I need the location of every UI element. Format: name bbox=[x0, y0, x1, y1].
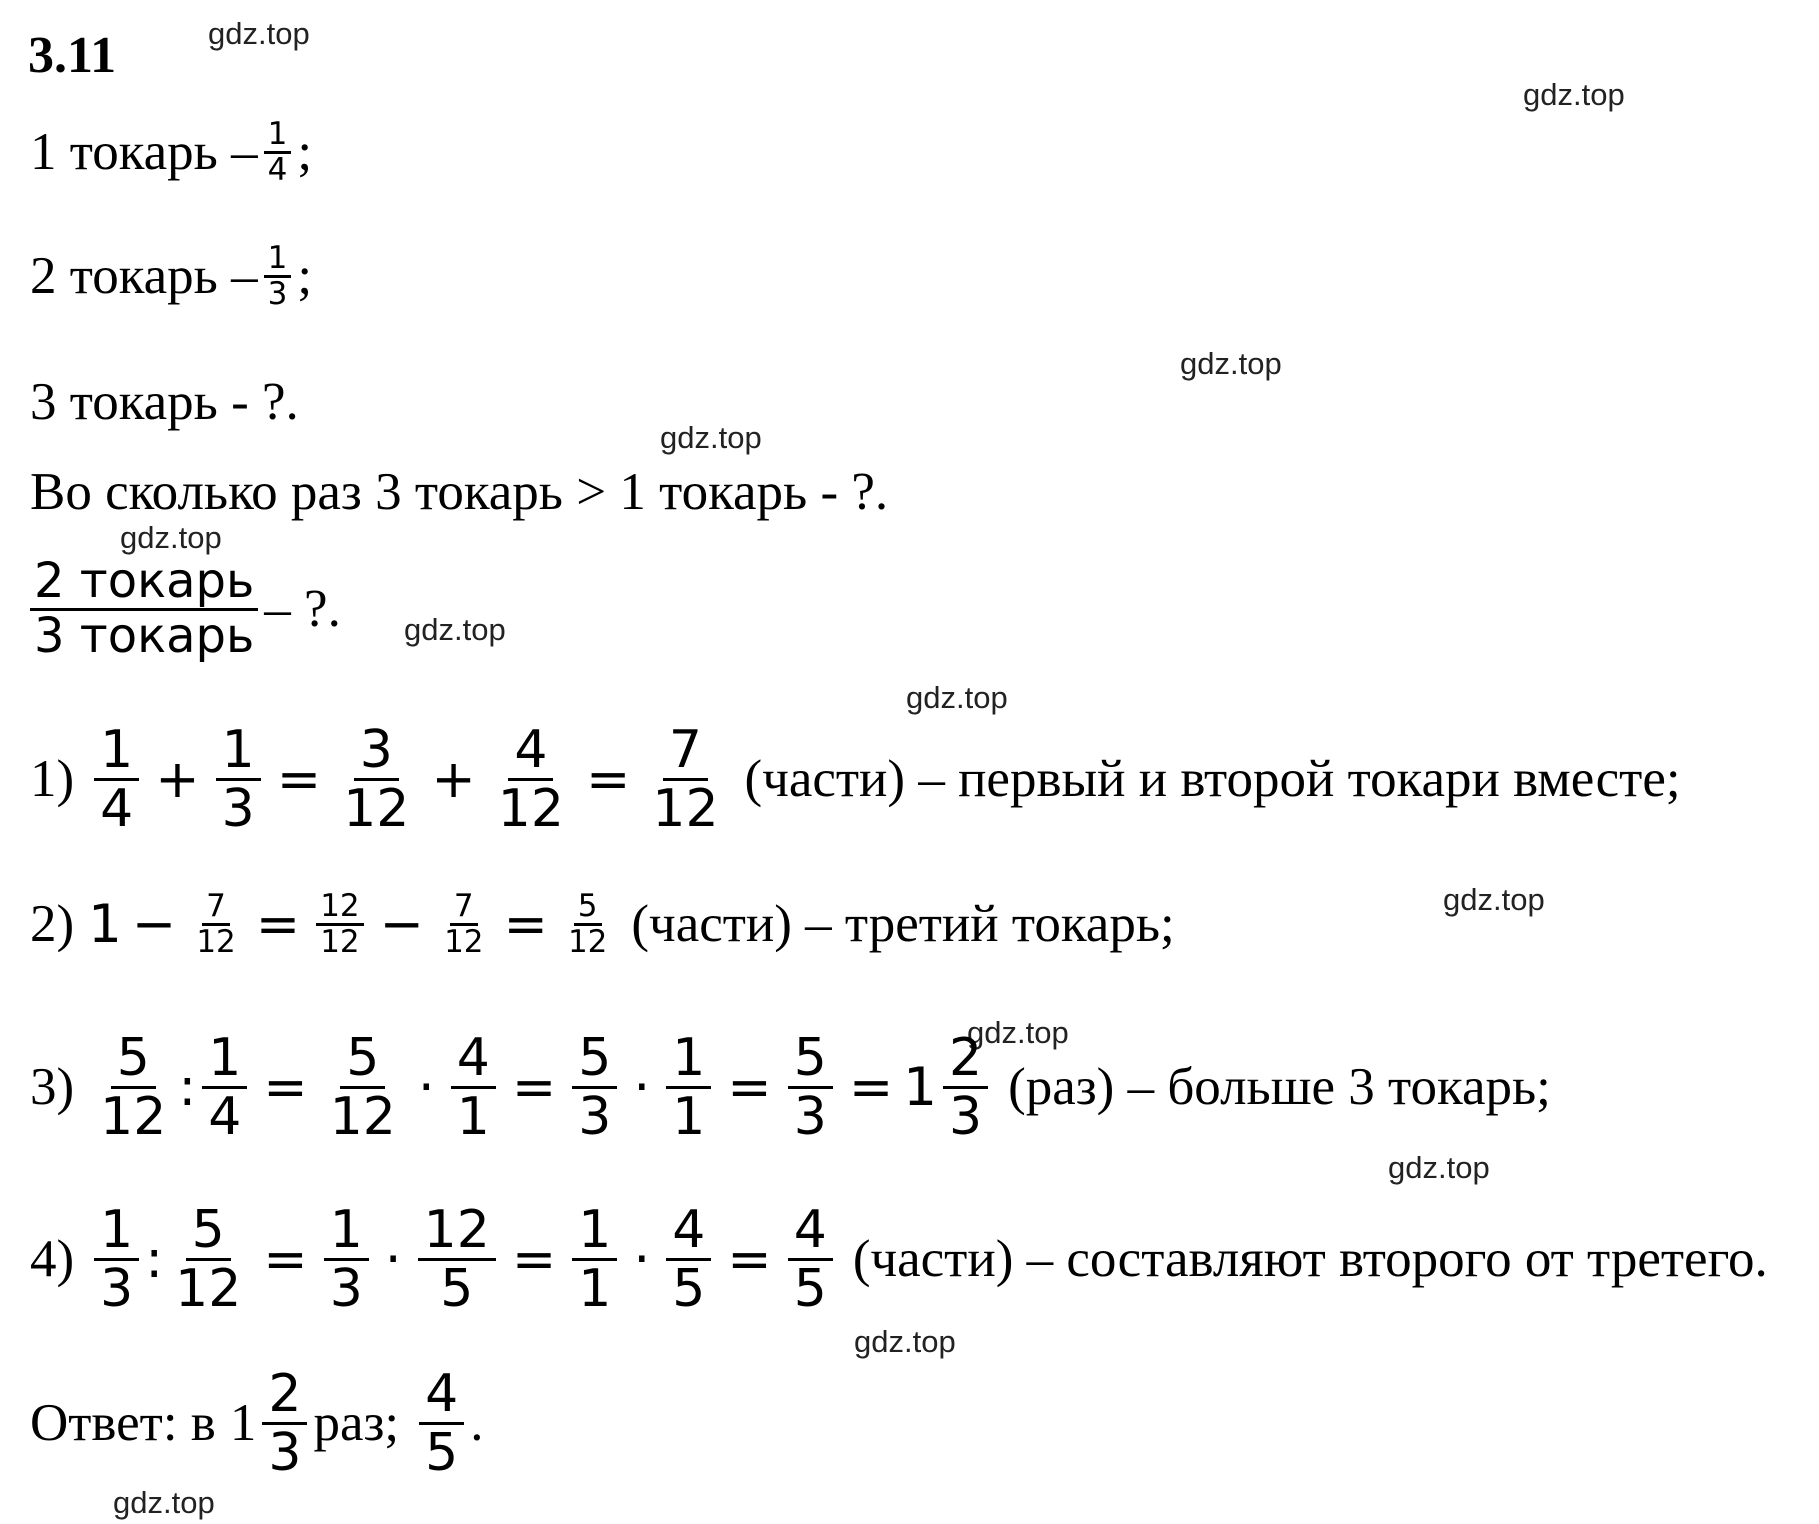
given-label: 2 токарь – bbox=[30, 247, 258, 306]
fraction: $\frac{5}{12}$ bbox=[100, 1028, 167, 1148]
given-label: 1 токарь – bbox=[30, 123, 258, 182]
given-line-3 bbox=[30, 373, 299, 431]
fraction: $\frac{7}{12}$ bbox=[444, 888, 484, 961]
watermark: gdz.top bbox=[967, 1015, 1069, 1050]
step-1: 1) $\frac{1}{4}$ + $\frac{1}{3}$ = $\frac{3}{12}$ + $\frac{4}{12}$ = $\frac{7}{12}$ (части) – первый и второй токари вместе; bbox=[30, 720, 1681, 840]
watermark: gdz.top bbox=[1388, 1150, 1490, 1185]
watermark: gdz.top bbox=[113, 1485, 215, 1520]
ratio-fraction: $\frac{\text{2 токарь}}{\text{3 токарь}}$ bbox=[30, 556, 258, 663]
fraction: $\frac{1}{1}$ bbox=[666, 1030, 711, 1145]
given-line-1: 1 токарь – $\frac{1}{4}$ ; bbox=[30, 116, 313, 189]
watermark: gdz.top bbox=[1523, 77, 1625, 112]
fraction: $\frac{5}{12}$ bbox=[567, 888, 608, 961]
fraction: $\frac{4}{1}$ bbox=[451, 1030, 496, 1145]
fraction: $\frac{1}{3}$ bbox=[264, 242, 292, 312]
watermark: gdz.top bbox=[906, 680, 1008, 715]
fraction: $\frac{4}{5}$ bbox=[419, 1366, 464, 1481]
mixed-number: 1 $\frac{2}{3}$ bbox=[230, 1366, 314, 1481]
watermark: gdz.top bbox=[120, 520, 222, 555]
fraction: $\frac{5}{12}$ bbox=[175, 1200, 242, 1320]
watermark: gdz.top bbox=[660, 420, 762, 455]
fraction: $\frac{7}{12}$ bbox=[652, 720, 719, 840]
fraction: $\frac{12}{5}$ bbox=[418, 1202, 496, 1317]
mixed-number: 1 $\frac{2}{3}$ bbox=[903, 1030, 994, 1145]
step-3: 3) $\frac{5}{12}$ : $\frac{1}{4}$ = $\frac{5}{12}$ · $\frac{4}{1}$ = $\frac{5}{3}$ · $\frac{1}{1}$ = $\frac{5}{3}$ = 1 $\frac{2}{3}$ (раз) – больше 3 токарь; bbox=[30, 1028, 1551, 1148]
fraction: $\frac{1}{3}$ bbox=[94, 1202, 139, 1317]
fraction: $\frac{4}{5}$ bbox=[788, 1202, 833, 1317]
given-line-2: 2 токарь – $\frac{1}{3}$ ; bbox=[30, 240, 313, 313]
question-2: $\frac{\text{2 токарь}}{\text{3 токарь}}$ – ?. bbox=[30, 556, 341, 663]
step-4: 4) $\frac{1}{3}$ : $\frac{5}{12}$ = $\frac{1}{3}$ · $\frac{12}{5}$ = $\frac{1}{1}$ · $\frac{4}{5}$ = $\frac{4}{5}$ (части) – составляют второго от третего. bbox=[30, 1200, 1768, 1320]
fraction: $\frac{12}{12}$ bbox=[316, 890, 363, 960]
fraction: $\frac{1}{1}$ bbox=[572, 1202, 617, 1317]
fraction: $\frac{1}{4}$ bbox=[94, 722, 139, 837]
fraction: $\frac{5}{3}$ bbox=[572, 1030, 617, 1145]
watermark: gdz.top bbox=[404, 612, 506, 647]
given-label: 3 токарь - ?. bbox=[30, 373, 299, 431]
step-2: 2) 1 − $\frac{7}{12}$ = $\frac{12}{12}$ − $\frac{7}{12}$ = $\frac{5}{12}$ (части) – третий токарь; bbox=[30, 888, 1175, 961]
fraction: $\frac{1}{4}$ bbox=[264, 118, 292, 188]
question-1: Во сколько раз 3 токарь > 1 токарь - ?. bbox=[30, 463, 889, 521]
problem-number: 3.11 bbox=[28, 27, 117, 84]
watermark: gdz.top bbox=[208, 16, 310, 51]
watermark: gdz.top bbox=[854, 1324, 956, 1359]
answer: Ответ: в 1 $\frac{2}{3}$ раз; $\frac{4}{5}$ . bbox=[30, 1364, 484, 1484]
watermark: gdz.top bbox=[1443, 882, 1545, 917]
fraction: $\frac{7}{12}$ bbox=[196, 888, 236, 961]
fraction: $\frac{2}{3}$ bbox=[262, 1366, 307, 1481]
fraction: $\frac{5}{3}$ bbox=[788, 1030, 833, 1145]
fraction: $\frac{1}{4}$ bbox=[202, 1030, 247, 1145]
fraction: $\frac{1}{3}$ bbox=[324, 1202, 369, 1317]
watermark: gdz.top bbox=[1180, 346, 1282, 381]
fraction: $\frac{4}{5}$ bbox=[666, 1202, 711, 1317]
fraction: $\frac{3}{12}$ bbox=[343, 720, 410, 840]
fraction: $\frac{1}{3}$ bbox=[216, 722, 261, 837]
fraction: $\frac{5}{12}$ bbox=[329, 1028, 396, 1148]
fraction: $\frac{2}{3}$ bbox=[943, 1030, 988, 1145]
fraction: $\frac{4}{12}$ bbox=[497, 720, 564, 840]
